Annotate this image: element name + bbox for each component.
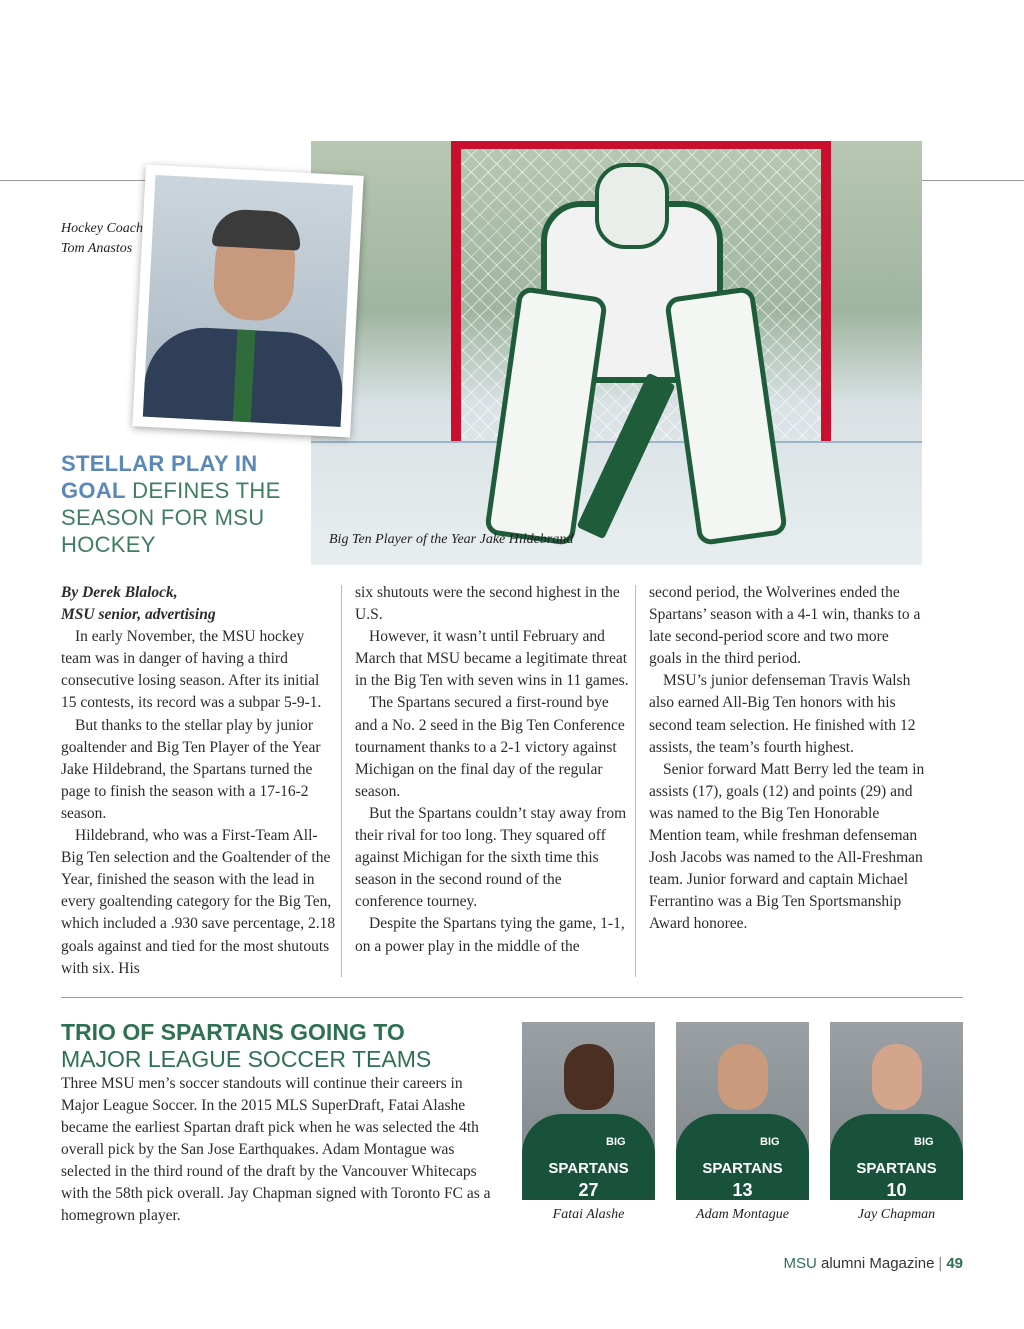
net-post-left [451,141,461,441]
player-caption: Fatai Alashe [552,1207,625,1222]
player-photo-jay-chapman [830,1022,963,1200]
player-caption: Adam Montague [696,1207,789,1222]
page-number: 49 [946,1255,963,1272]
footer-separator: | [938,1255,943,1272]
paragraph: But thanks to the stellar play by junior goaltender and Big Ten Player of the Year Jake Hildebrand, the Spartans turned the page to finish the season with a 17-16-2 season. [61,716,321,822]
paragraph: Senior forward Matt Berry led the team in assists (17), goals (12) and points (29) and was named to the Big Ten Honorable Mention team, while freshman defenseman Josh Jacobs was named to the All-Freshman team. Junior forward and captain Michael Ferrantino was a Big Ten Sportsmanship Award honoree. [649,760,925,933]
big-ten-logo: BIG [606,1136,626,1148]
paragraph: six shutouts were the second highest in the U.S. [355,584,620,624]
player-caption: Jay Chapman [857,1207,936,1222]
player-face [872,1044,922,1110]
player-face [718,1044,768,1110]
big-ten-logo: BIG [760,1136,780,1148]
coach-portrait [143,175,353,427]
headline-rest: DEFINES THE SEASON FOR MSU HOCKEY [61,478,281,557]
goalie-mask [595,163,669,249]
paragraph: However, it wasn’t until February and March that MSU became a legitimate threat in the Big Ten with seven wins in 11 games. [355,628,629,690]
paragraph: MSU’s junior defenseman Travis Walsh also earned All-Big Ten honors with his second team selection. He finished with 12 assists, the team’s fourth highest. [649,672,916,756]
coach-caption [61,219,143,259]
player-photo-fatai-alashe [522,1022,655,1200]
section-divider [61,997,963,998]
big-ten-logo: BIG [914,1136,934,1148]
jersey-number: 10 [886,1180,907,1200]
footer-msu: MSU [783,1255,817,1272]
byline-role: MSU senior, advertising [61,606,216,624]
coach-hair [212,208,302,251]
paragraph: In early November, the MSU hockey team was in danger of having a third consecutive losing season. After its initial 15 contests, its record was a subpar 5-9-1. [61,628,322,712]
byline-author: By Derek Blalock, [61,584,178,601]
soccer-headline-highlight: TRIO OF SPARTANS GOING TO [61,1019,405,1045]
player-photo-adam-montague [676,1022,809,1200]
soccer-headline [61,1019,511,1073]
article-headline [61,450,311,558]
paragraph: second period, the Wolverines ended the Spartans’ season with a 4-1 win, thanks to a late second-period score and two more goals in the third period. [649,584,921,668]
jersey-number: 13 [732,1180,753,1200]
net-post-right [821,141,831,441]
article-column-2 [355,582,631,958]
page-footer [784,1255,964,1272]
goalie-photo [311,141,922,565]
paragraph: Despite the Spartans tying the game, 1-1, on a power play in the middle of the [355,915,625,955]
player-face [564,1044,614,1110]
soccer-headline-rest: MAJOR LEAGUE SOCCER TEAMS [61,1046,432,1072]
net-crossbar [451,141,831,149]
paragraph: The Spartans secured a first-round bye and a No. 2 seed in the Big Ten Conference tournament thanks to a 2-1 victory against Michigan on the final day of the regular season. [355,694,625,800]
goalie-photo-caption: Big Ten Player of the Year Jake Hildebrand [329,532,574,547]
jersey-number: 27 [578,1180,599,1200]
article-column-1 [61,582,337,980]
soccer-article-text: Three MSU men’s soccer standouts will continue their careers in Major League Soccer. In the 2015 MLS SuperDraft, Fatai Alashe became the earliest Spartan draft pick when he was selected the 4th overall pick by the San Jose Earthquakes. Adam Montague was selected in the third round of the draft by the Vancouver Whitecaps with the 58th pick overall. Jay Chapman signed with Toronto FC as a homegrown player. [61,1075,491,1224]
jersey-text: SPARTANS [702,1160,783,1177]
paragraph: Hildebrand, who was a First-Team All-Big Ten selection and the Goaltender of the Year, finished the season with the lead in every goaltending category for the Big Ten, which included a .930 save percentage, 2.18 goals against and tied for the most shutouts with six. His [61,827,336,977]
column-divider [635,585,636,977]
article-column-3 [649,582,925,936]
footer-magazine: alumni Magazine [816,1255,935,1272]
jersey-text: SPARTANS [856,1160,937,1177]
column-divider [341,585,342,977]
jersey-text: SPARTANS [548,1160,629,1177]
coach-photo [132,164,363,437]
coach-caption-line2: Tom Anastos [61,241,133,256]
headline-highlight: STELLAR PLAY IN GOAL [61,451,258,503]
paragraph: But the Spartans couldn’t stay away from their rival for too long. They squared off against Michigan for the sixth time this season in the second round of the conference tourney. [355,804,627,911]
coach-caption-line1: Hockey Coach [61,221,144,236]
